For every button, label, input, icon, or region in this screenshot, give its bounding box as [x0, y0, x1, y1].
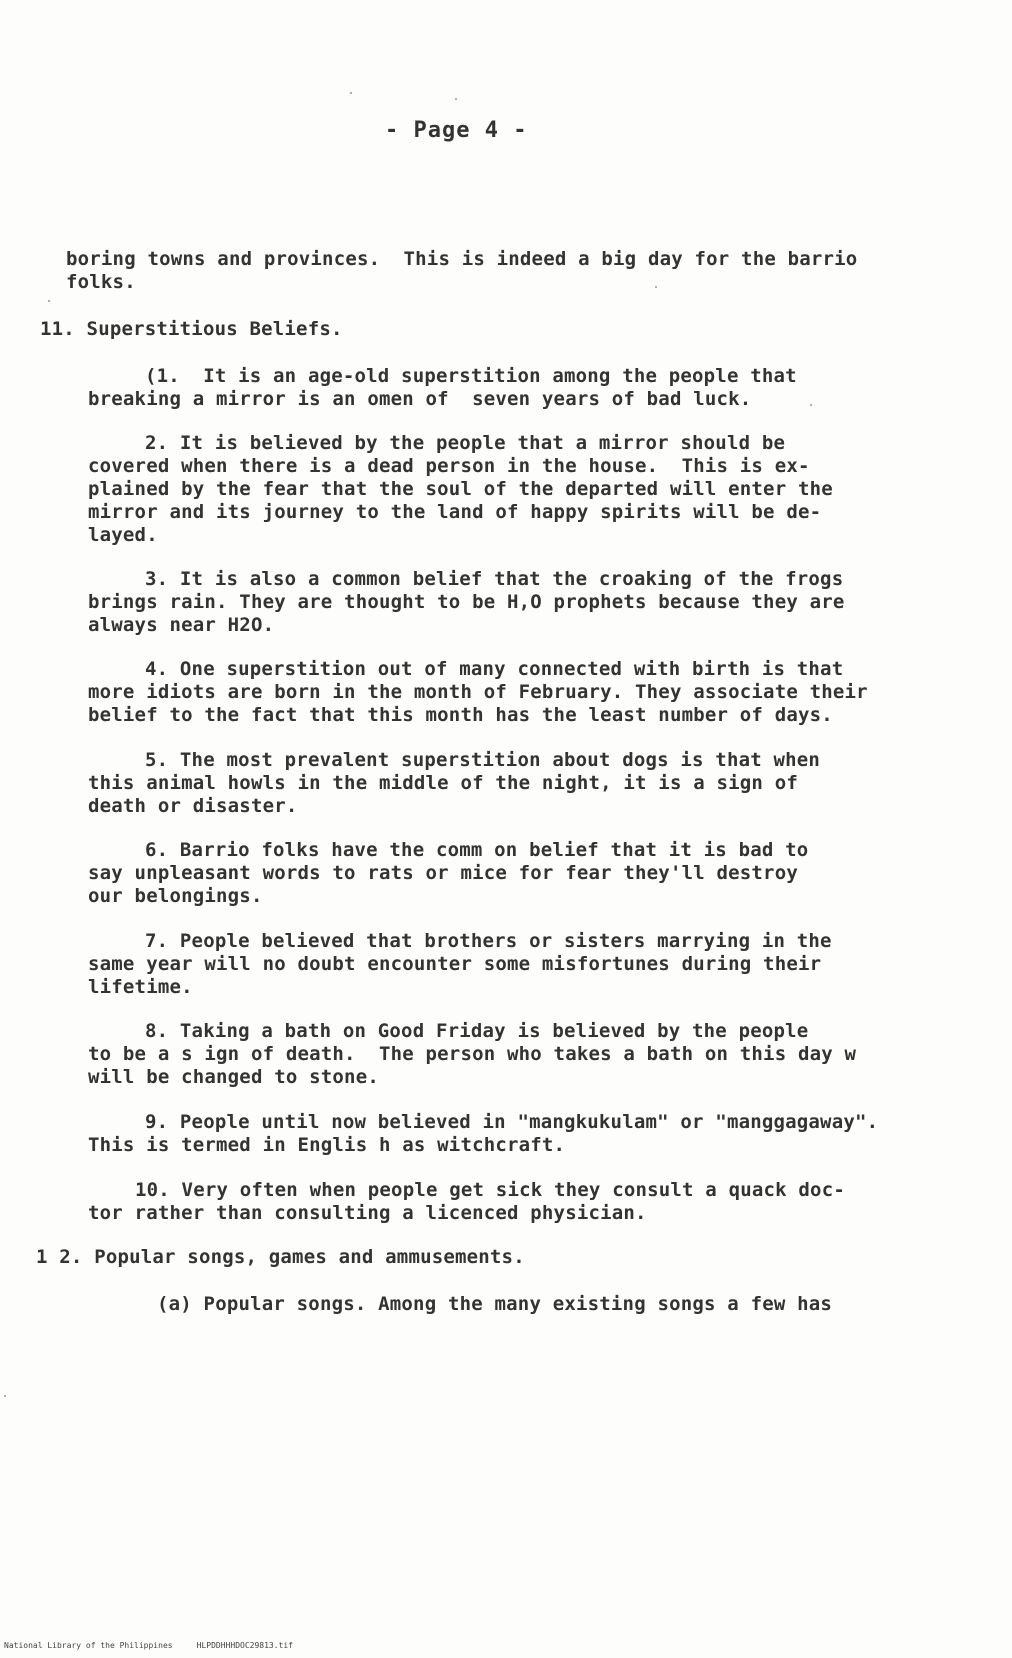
belief-3-line-2: brings rain. They are thought to be H,O prophets because they are	[88, 591, 845, 613]
belief-8-line-1: 8. Taking a bath on Good Friday is believed by the people	[145, 1020, 809, 1042]
belief-5-line-2: this animal howls in the middle of the night, it is a sign of	[88, 772, 798, 794]
belief-5-line-3: death or disaster.	[88, 795, 298, 817]
belief-3-line-3: always near H2O.	[88, 614, 275, 636]
page-number: - Page 4 -	[385, 118, 528, 143]
scan-speck	[810, 404, 812, 406]
belief-9-line-1: 9. People until now believed in "mangkukulam" or "manggagaway".	[145, 1111, 879, 1133]
intro-line-2: folks.	[66, 271, 136, 293]
belief-7-line-3: lifetime.	[88, 976, 193, 998]
section-11-heading: 11. Superstitious Beliefs.	[40, 318, 343, 340]
belief-2-line-4: mirror and its journey to the land of happy spirits will be de-	[88, 501, 822, 523]
belief-4-line-2: more idiots are born in the month of February. They associate their	[88, 681, 868, 703]
scan-speck	[655, 286, 657, 288]
scan-speck	[350, 92, 352, 94]
archive-footer: National Library of the Philippines HLPDDHHHDOC29813.tif	[4, 1641, 293, 1650]
belief-6-line-1: 6. Barrio folks have the comm on belief that it is bad to	[145, 839, 809, 861]
belief-7-line-1: 7. People believed that brothers or sisters marrying in the	[145, 930, 832, 952]
belief-1-line-2: breaking a mirror is an omen of seven years of bad luck.	[88, 388, 752, 410]
scan-speck	[4, 1395, 6, 1397]
section-12-heading: 1 2. Popular songs, games and ammusements.	[36, 1246, 525, 1268]
belief-7-line-2: same year will no doubt encounter some misfortunes during their	[88, 953, 822, 975]
belief-10-line-2: tor rather than consulting a licenced physician.	[88, 1202, 647, 1224]
intro-line-1: boring towns and provinces. This is indeed a big day for the barrio	[66, 248, 858, 270]
belief-6-line-2: say unpleasant words to rats or mice for fear they'll destroy	[88, 862, 798, 884]
scan-speck	[48, 300, 50, 302]
belief-6-line-3: our belongings.	[88, 885, 263, 907]
belief-8-line-2: to be a s ign of death. The person who takes a bath on this day w	[88, 1043, 857, 1065]
belief-8-line-3: will be changed to stone.	[88, 1066, 379, 1088]
belief-4-line-3: belief to the fact that this month has the least number of days.	[88, 704, 833, 726]
belief-9-line-2: This is termed in Englis h as witchcraft.	[88, 1134, 566, 1156]
belief-1-line-1: (1. It is an age-old superstition among the people that	[145, 365, 797, 387]
belief-2-line-2: covered when there is a dead person in the house. This is ex-	[88, 455, 810, 477]
belief-5-line-1: 5. The most prevalent superstition about dogs is that when	[145, 749, 821, 771]
belief-2-line-1: 2. It is believed by the people that a mirror should be	[145, 432, 786, 454]
belief-10-line-1: 10. Very often when people get sick they consult a quack doc-	[135, 1179, 845, 1201]
belief-4-line-1: 4. One superstition out of many connected with birth is that	[145, 658, 844, 680]
belief-2-line-5: layed.	[88, 524, 158, 546]
belief-3-line-1: 3. It is also a common belief that the croaking of the frogs	[145, 568, 844, 590]
belief-2-line-3: plained by the fear that the soul of the departed will enter the	[88, 478, 833, 500]
section-12-sub-a: (a) Popular songs. Among the many existing songs a few has	[157, 1293, 833, 1315]
scan-speck	[455, 98, 457, 100]
